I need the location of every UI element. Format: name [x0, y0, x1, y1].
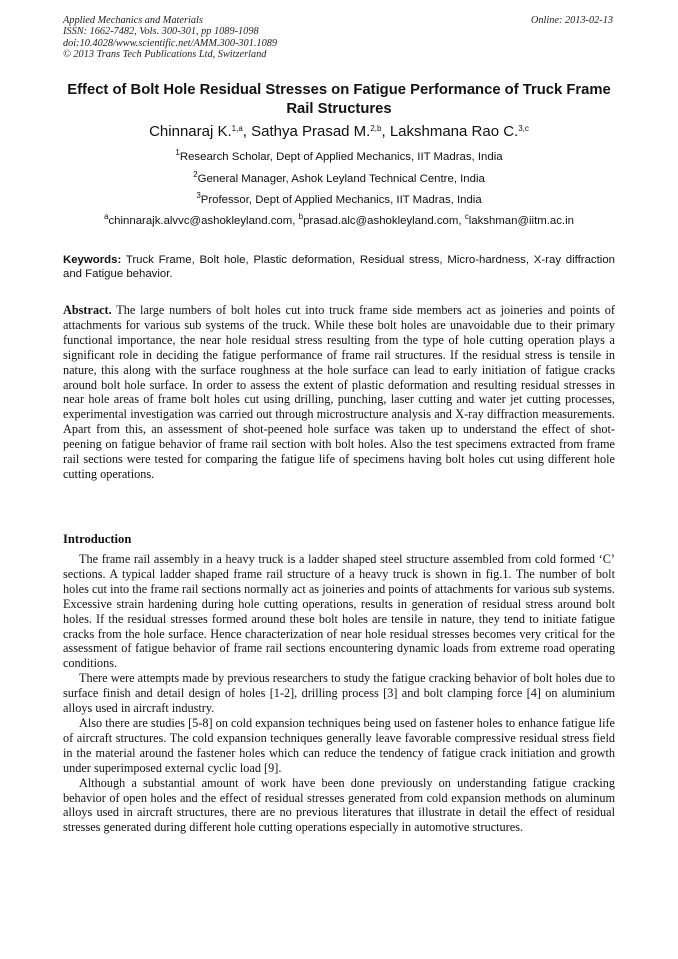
affiliation-text: General Manager, Ashok Leyland Technical Centre, India [197, 173, 485, 185]
affiliation-3 [63, 193, 615, 207]
doi-line: doi:10.4028/www.scientific.net/AMM.300-301.1089 [63, 37, 278, 49]
keywords-text: Truck Frame, Bolt hole, Plastic deformation, Residual stress, Micro-hardness, X-ray diffraction and Fatigue behavior. [63, 254, 615, 280]
affiliation-text: Professor, Dept of Applied Mechanics, IIT Madras, India [200, 194, 482, 206]
email-sup: c [464, 212, 469, 221]
body-paragraph: The frame rail assembly in a heavy truck is a ladder shaped steel structure assembled from cold formed ‘C’ sections. A typical ladder shaped frame rail structure of a heavy truck is shown in fig.1. The number of bolt holes cut into the frame rail sections normally act as joineries and points of attachments for various sub systems. Excessive strain hardening during hole cutting operations, results in generation of residual stress around bolt holes. If the residual stresses formed around these bolt holes are tensile in nature, they tend to initiate fatigue cracks from the hole surface. Hence characterization of near hole residual stresses becomes very critical for the assessment of fatigue behavior of frame rail sections encountering dynamic loads from extreme road operating conditions. [63, 552, 615, 671]
keywords-label: Keywords: [63, 254, 122, 266]
email-address[interactable]: chinnarajk.alvvc@ashokleyland.com [108, 215, 293, 227]
affiliation-sup: 1 [175, 148, 180, 157]
author-separator: , [381, 123, 390, 140]
abstract-block [63, 303, 615, 482]
paper-title: Effect of Bolt Hole Residual Stresses on Fatigue Performance of Truck Frame Rail Structures [67, 82, 611, 117]
affiliation-sup: 3 [196, 191, 201, 200]
abstract-text: The large numbers of bolt holes cut into truck frame side members act as joineries and points of attachments for various sub systems of the truck. While these bolt holes are unavoidable due to their primary functional importance, the near hole residual stress resulting from the type of hole cutting operation plays a significant role in deciding the fatigue performance of frame rail structures. If the residual stress is tensile in nature, this along with the surface roughness at the hole surface can lead to early initiation of fatigue cracks around bolt hole surface. In order to assess the extent of plastic deformation and resulting residual stresses in near hole areas of frame bolt holes cut using drilling, punching, laser cutting and water jet cutting processes, experimental investigation was carried out through microstructure analysis and X-ray diffraction measurements. Apart from this, an assessment of shot-peened hole surface was taken up to understand the effect of shot-peening on fatigue behavior of frame rail section with bolt holes. Also the test specimens extracted from frame rail sections were tested for comparing the fatigue life of specimens having bolt holes cut using different hole cutting operations. [63, 303, 615, 481]
email-line: $^a$chinnarajk.alvvc@ashokleyland.com, $^b$prasad.alc@ashokleyland.com, $^c$lakshman@iitm.ac.in [104, 212, 574, 227]
body-paragraph: There were attempts made by previous researchers to study the fatigue cracking behavior of bolt holes due to surface finish and detail design of holes [1-2], drilling process [3] and bolt clamping force [4] on aluminium alloys used in aircraft industry. [63, 671, 615, 716]
body-paragraph: Although a substantial amount of work have been done previously on understanding fatigue cracking behavior of open holes and the effect of residual stresses generated from cold expansion methods on aluminum alloys used in aircraft structures, there are no previous literatures that illustrate in detail the effect of residual stresses generated during different hole cutting operations especially in automotive structures. [63, 775, 615, 835]
author-name: Lakshmana Rao C. [389, 123, 519, 140]
abstract-label: Abstract. [63, 303, 112, 317]
author-name: Chinnaraj K. [149, 123, 232, 140]
introduction-heading: Introduction [63, 532, 132, 546]
keywords-block [63, 253, 615, 281]
online-date: Online: 2013-02-13 [530, 15, 613, 26]
affiliation-text: Research Scholar, Dept of Applied Mechanics, IIT Madras, India [179, 151, 503, 163]
introduction-body [63, 552, 615, 835]
author-sup: 3,c [518, 124, 529, 133]
email-address[interactable]: lakshman@iitm.ac.in [468, 215, 574, 227]
email-address[interactable]: prasad.alc@ashokleyland.com [303, 215, 459, 227]
affiliation-1 [63, 150, 615, 164]
issn-line: ISSN: 1662-7482, Vols. 300-301, pp 1089-1098 [63, 26, 259, 38]
affiliation-2 [63, 172, 615, 186]
copyright-line: © 2013 Trans Tech Publications Ltd, Switzerland [63, 49, 267, 61]
email-sup: b [298, 212, 304, 221]
journal-name: Applied Mechanics and Materials [63, 15, 203, 26]
journal-header [63, 15, 277, 61]
author-name: Sathya Prasad M. [251, 123, 371, 140]
author-list [63, 123, 615, 141]
email-sup: a [104, 212, 109, 221]
affiliation-sup: 2 [193, 170, 198, 179]
body-paragraph: Also there are studies [5-8] on cold expansion techniques being used on fastener holes to enhance fatigue life of aircraft structures. The cold expansion techniques generally leave favorable compressive residual stress field in the material around the fastener holes which can reduce the tendency of fatigue crack initiation and growth under superimposed external cyclic load [9]. [63, 715, 615, 775]
author-sup: 2,b [370, 124, 382, 133]
author-sup: 1,a [231, 124, 243, 133]
author-separator: , [242, 123, 252, 140]
